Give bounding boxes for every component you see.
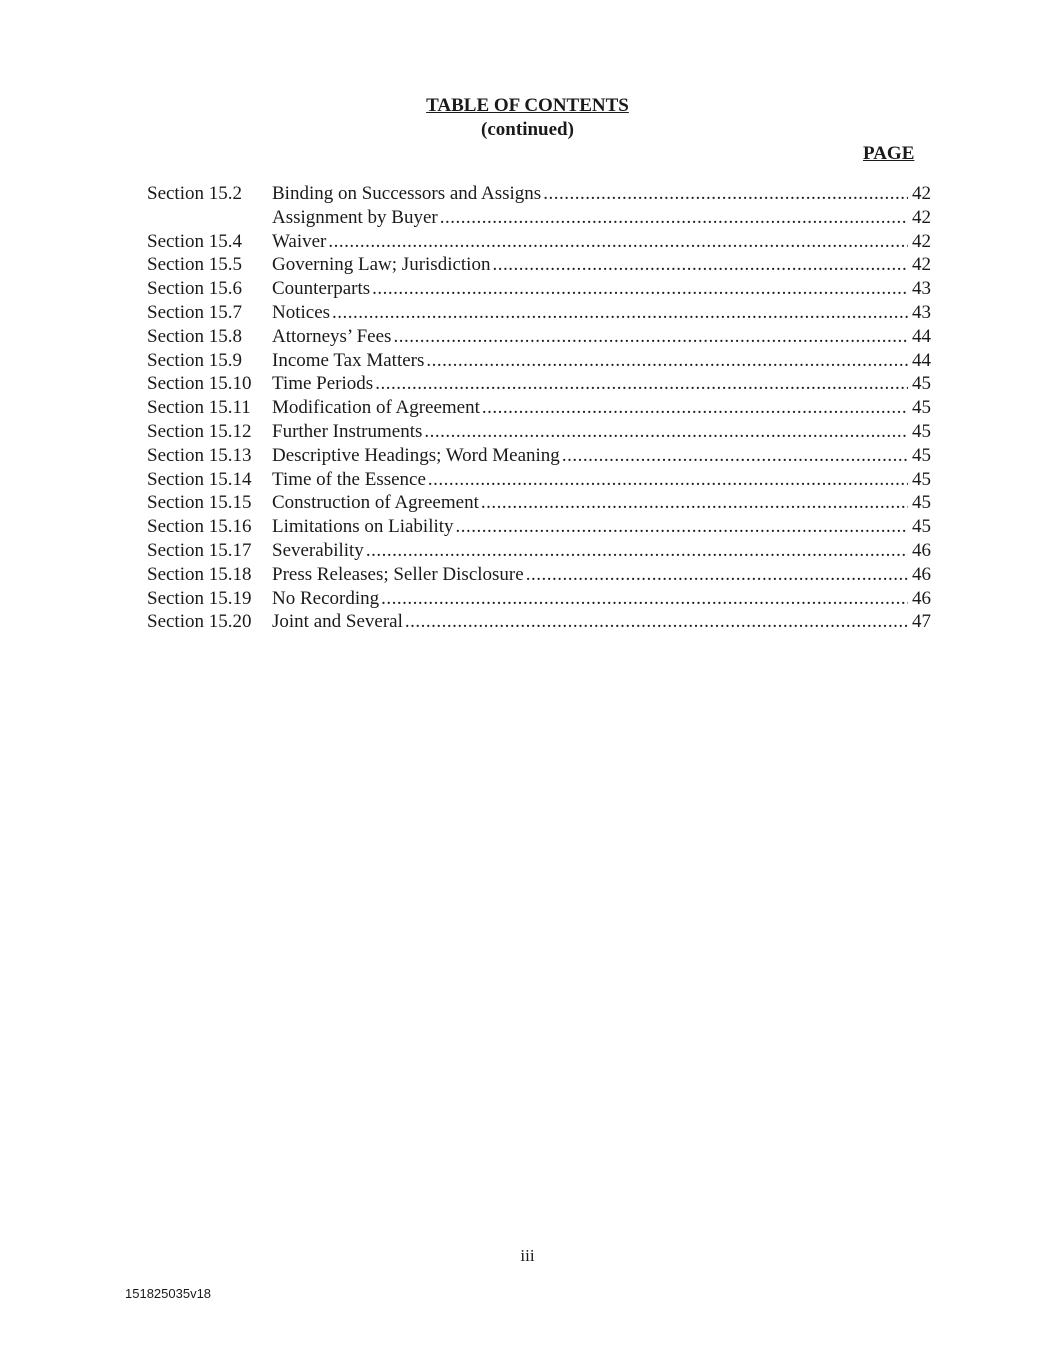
toc-row bbox=[147, 587, 931, 611]
toc-section-number: Section 15.12 bbox=[147, 420, 252, 442]
toc-section-title: Time of the Essence bbox=[272, 468, 426, 490]
toc-section-number: Section 15.10 bbox=[147, 373, 252, 395]
toc-dot-leader bbox=[372, 277, 908, 301]
page-column-header: PAGE bbox=[863, 143, 915, 164]
toc-section-number: Section 15.16 bbox=[147, 516, 252, 538]
toc-section-title: Attorneys’ Fees bbox=[272, 325, 392, 347]
toc-page-number: 45 bbox=[912, 420, 931, 442]
toc-section-title: Counterparts bbox=[272, 278, 371, 300]
toc-section-number: Section 15.9 bbox=[147, 349, 242, 371]
toc-section-title: Time Periods bbox=[272, 373, 374, 395]
toc-dot-leader bbox=[456, 515, 908, 539]
toc-section-number: Section 15.18 bbox=[147, 563, 252, 585]
toc-section-title: Waiver bbox=[272, 230, 327, 252]
toc-section-title: Governing Law; Jurisdiction bbox=[272, 254, 491, 276]
toc-page-number: 45 bbox=[912, 468, 931, 490]
toc-page-number: 43 bbox=[912, 278, 931, 300]
toc-section-title: Notices bbox=[272, 301, 331, 323]
toc-page-number: 46 bbox=[912, 563, 931, 585]
document-id: 151825035v18 bbox=[125, 1286, 212, 1301]
toc-section-number: Section 15.4 bbox=[147, 230, 242, 252]
toc-section-title: Binding on Successors and Assigns bbox=[272, 183, 542, 204]
toc-row bbox=[147, 349, 931, 373]
toc-page-number: 43 bbox=[912, 301, 931, 323]
toc-row bbox=[147, 515, 931, 539]
toc-row bbox=[147, 420, 931, 444]
toc-row bbox=[147, 301, 931, 325]
toc-dot-leader bbox=[428, 468, 908, 492]
toc-section-number: Section 15.6 bbox=[147, 278, 242, 300]
toc-section-number: Section 15.5 bbox=[147, 254, 242, 276]
toc-dot-leader bbox=[424, 420, 908, 444]
toc-dot-leader bbox=[328, 230, 908, 254]
toc-section-title: Severability bbox=[272, 539, 364, 561]
toc-section-number: Section 15.17 bbox=[147, 539, 252, 561]
toc-title: TABLE OF CONTENTS bbox=[426, 95, 629, 116]
toc-page-number: 42 bbox=[912, 230, 931, 252]
toc-row bbox=[147, 325, 931, 349]
toc-row bbox=[147, 206, 931, 230]
toc-section-title: Income Tax Matters bbox=[272, 349, 425, 371]
toc-section-number: Section 15.11 bbox=[147, 397, 251, 419]
toc-page-number: 42 bbox=[912, 206, 931, 228]
page-number: iii bbox=[520, 1246, 535, 1265]
toc-page-number: 45 bbox=[912, 492, 931, 514]
toc-dot-leader bbox=[492, 253, 908, 277]
toc-page-number: 45 bbox=[912, 373, 931, 395]
toc-page-number: 44 bbox=[912, 325, 931, 347]
toc-section-title: Descriptive Headings; Word Meaning bbox=[272, 444, 560, 466]
toc-page-number: 42 bbox=[912, 183, 931, 204]
toc-dot-leader bbox=[405, 610, 908, 634]
toc-dot-leader bbox=[381, 587, 908, 611]
toc-row bbox=[147, 277, 931, 301]
toc-section-title: Assignment by Buyer bbox=[272, 206, 438, 228]
toc-row bbox=[147, 253, 931, 277]
toc-row bbox=[147, 182, 931, 206]
toc-row bbox=[147, 372, 931, 396]
toc-page-number: 45 bbox=[912, 444, 931, 466]
toc-dot-leader bbox=[481, 491, 908, 515]
toc-dot-leader bbox=[562, 444, 908, 468]
toc-page-number: 46 bbox=[912, 539, 931, 561]
toc-page-number: 45 bbox=[912, 516, 931, 538]
toc-section-title: Modification of Agreement bbox=[272, 397, 480, 419]
toc-row bbox=[147, 491, 931, 515]
toc-dot-leader bbox=[393, 325, 908, 349]
toc-dot-leader bbox=[332, 301, 908, 325]
toc-section-number: Section 15.19 bbox=[147, 587, 252, 609]
toc-section-number: Section 15.8 bbox=[147, 325, 242, 347]
toc-section-title: Joint and Several bbox=[272, 611, 403, 633]
toc-list bbox=[147, 182, 931, 634]
toc-title-block bbox=[0, 94, 1055, 142]
toc-dot-leader bbox=[375, 372, 908, 396]
toc-section-title: Construction of Agreement bbox=[272, 492, 479, 514]
toc-section-title: Press Releases; Seller Disclosure bbox=[272, 563, 524, 585]
toc-row bbox=[147, 230, 931, 254]
toc-row bbox=[147, 539, 931, 563]
toc-subtitle: (continued) bbox=[481, 119, 574, 140]
toc-section-title: Further Instruments bbox=[272, 420, 423, 442]
toc-row bbox=[147, 563, 931, 587]
toc-row bbox=[147, 468, 931, 492]
toc-section-number: Section 15.14 bbox=[147, 468, 252, 490]
toc-page-number: 42 bbox=[912, 254, 931, 276]
toc-page-number: 47 bbox=[912, 611, 931, 633]
toc-section-number: Section 15.2 bbox=[147, 183, 242, 204]
toc-page-number: 44 bbox=[912, 349, 931, 371]
toc-dot-leader bbox=[543, 182, 908, 206]
toc-section-number: Section 15.13 bbox=[147, 444, 252, 466]
toc-page-number: 45 bbox=[912, 397, 931, 419]
toc-dot-leader bbox=[440, 206, 908, 230]
toc-section-title: No Recording bbox=[272, 587, 380, 609]
toc-page-number: 46 bbox=[912, 587, 931, 609]
toc-row bbox=[147, 610, 931, 634]
toc-section-number: Section 15.15 bbox=[147, 492, 252, 514]
toc-dot-leader bbox=[482, 396, 908, 420]
toc-section-number: Section 15.20 bbox=[147, 611, 252, 633]
toc-row bbox=[147, 396, 931, 420]
toc-dot-leader bbox=[426, 349, 908, 373]
toc-row bbox=[147, 444, 931, 468]
toc-dot-leader bbox=[366, 539, 908, 563]
toc-section-number: Section 15.7 bbox=[147, 301, 242, 323]
toc-section-title: Limitations on Liability bbox=[272, 516, 454, 538]
toc-dot-leader bbox=[526, 563, 908, 587]
